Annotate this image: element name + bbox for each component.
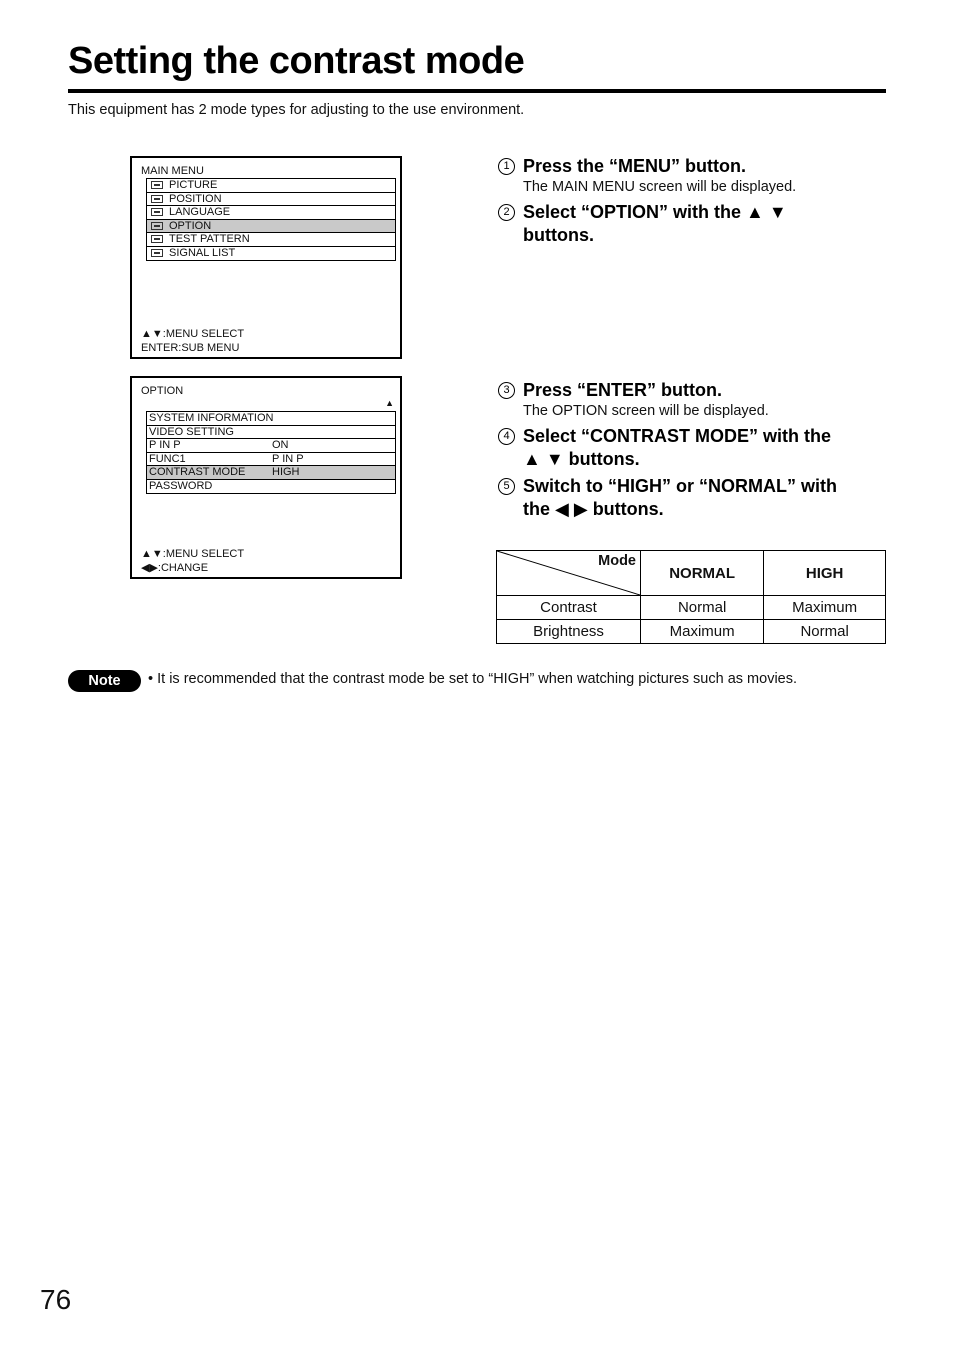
table-cell: Normal bbox=[641, 596, 764, 620]
table-header-row bbox=[497, 551, 886, 596]
position-icon bbox=[151, 195, 163, 203]
option-menu-list bbox=[146, 411, 396, 494]
option-item-p-in-p[interactable]: P IN P ON bbox=[147, 439, 395, 453]
main-menu-list bbox=[146, 178, 396, 261]
option-icon bbox=[151, 222, 163, 230]
table-row-label: Contrast bbox=[497, 596, 641, 620]
page-number: 76 bbox=[40, 1284, 72, 1315]
table-header-high: HIGH bbox=[764, 551, 886, 596]
step-text: Switch to “HIGH” or “NORMAL” with the ◀ ▶ buttons. bbox=[523, 476, 837, 519]
table-cell: Normal bbox=[764, 620, 886, 644]
scroll-up-icon: ▲ bbox=[385, 398, 394, 408]
table-header-normal: NORMAL bbox=[641, 551, 764, 596]
main-menu-screen bbox=[130, 156, 402, 359]
main-menu-item-position[interactable]: POSITION bbox=[147, 193, 395, 207]
step-text: Press “ENTER” button. bbox=[523, 380, 723, 400]
step-text: Select “OPTION” with the ▲ ▼ buttons. bbox=[523, 202, 787, 245]
main-menu-item-signal-list[interactable]: SIGNAL LIST bbox=[147, 247, 395, 260]
option-menu-title: OPTION bbox=[141, 385, 184, 397]
main-menu-footer: ▲▼:MENU SELECT ENTER:SUB MENU bbox=[141, 328, 245, 354]
page-title: Setting the contrast mode bbox=[68, 40, 525, 82]
table-corner-cell: Mode bbox=[497, 551, 641, 596]
step-text: Select “CONTRAST MODE” with the ▲ ▼ buttons. bbox=[523, 426, 832, 469]
option-item-contrast-mode[interactable]: CONTRAST MODE HIGH bbox=[147, 466, 395, 480]
step-text: Press the “MENU” button. bbox=[523, 156, 747, 176]
step-number: 1 bbox=[498, 158, 515, 175]
table-cell: Maximum bbox=[641, 620, 764, 644]
main-menu-item-test-pattern[interactable]: TEST PATTERN bbox=[147, 233, 395, 247]
step-number: 3 bbox=[498, 382, 515, 399]
table-row-label: Brightness bbox=[497, 620, 641, 644]
note-badge: Note bbox=[68, 670, 141, 692]
test-pattern-icon bbox=[151, 235, 163, 243]
step-number: 2 bbox=[498, 204, 515, 221]
language-icon bbox=[151, 208, 163, 216]
main-menu-item-picture[interactable]: PICTURE bbox=[147, 179, 395, 193]
signal-list-icon bbox=[151, 249, 163, 257]
table-row bbox=[497, 596, 886, 620]
step-3-description: The OPTION screen will be displayed. bbox=[523, 403, 769, 419]
contrast-mode-table bbox=[496, 550, 886, 644]
main-menu-item-language[interactable]: LANGUAGE bbox=[147, 206, 395, 220]
title-rule bbox=[68, 89, 886, 93]
option-item-video-setting[interactable]: VIDEO SETTING bbox=[147, 426, 395, 440]
main-menu-item-option[interactable]: OPTION bbox=[147, 220, 395, 234]
option-item-system-information[interactable]: SYSTEM INFORMATION bbox=[147, 412, 395, 426]
table-cell: Maximum bbox=[764, 596, 886, 620]
step-1-description: The MAIN MENU screen will be displayed. bbox=[523, 179, 797, 195]
option-menu-footer: ▲▼:MENU SELECT ◀▶:CHANGE bbox=[141, 548, 245, 574]
intro-text: This equipment has 2 mode types for adjusting to the use environment. bbox=[68, 102, 525, 118]
picture-icon bbox=[151, 181, 163, 189]
note-text: • It is recommended that the contrast mode be set to “HIGH” when watching pictures such as movies. bbox=[148, 671, 798, 687]
step-number: 4 bbox=[498, 428, 515, 445]
main-menu-title: MAIN MENU bbox=[141, 165, 204, 177]
table-row bbox=[497, 620, 886, 644]
option-item-func1[interactable]: FUNC1 P IN P bbox=[147, 453, 395, 467]
step-number: 5 bbox=[498, 478, 515, 495]
option-item-password[interactable]: PASSWORD bbox=[149, 479, 213, 492]
option-menu-screen bbox=[130, 376, 402, 579]
